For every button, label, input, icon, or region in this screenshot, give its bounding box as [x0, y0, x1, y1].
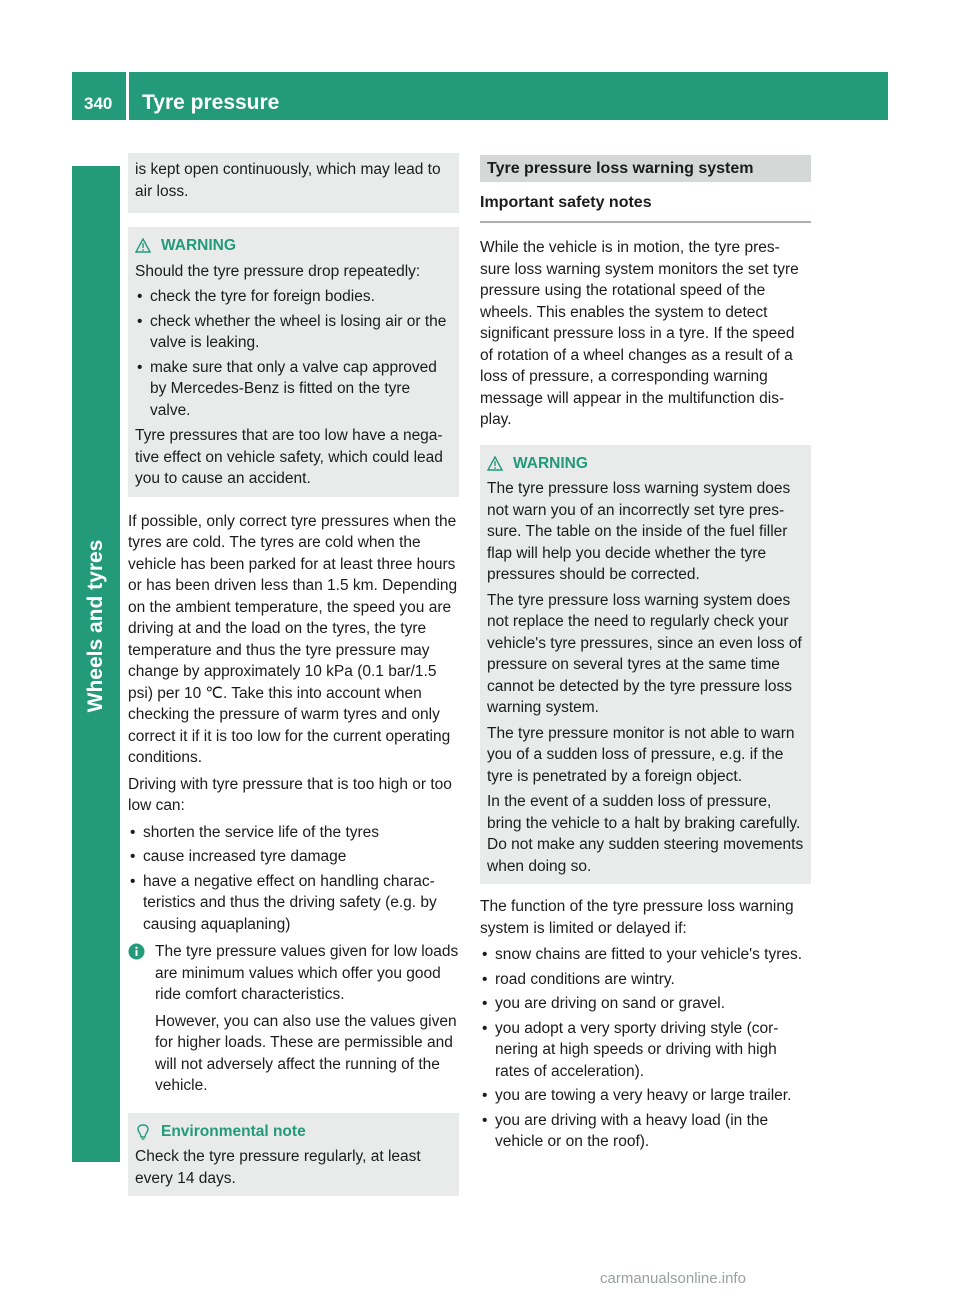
list-item: • you adopt a very sporty driving style (cor- nering at high speeds or driving with high rates of acceleration).	[482, 1019, 779, 1080]
warning-title: WARNING	[161, 237, 236, 254]
watermark: carmanualsonline.info	[600, 1270, 746, 1287]
environmental-note-header	[135, 1121, 452, 1143]
list-item: • you are driving on sand or gravel.	[482, 995, 726, 1012]
header-divider	[126, 72, 129, 120]
body-paragraph: The function of the tyre pressure loss warning system is limited or delayed if:	[480, 898, 794, 937]
warning-header	[487, 453, 804, 475]
continued-box	[128, 153, 459, 213]
warning-text: The tyre pressure loss warning system does not replace the need to regularly check your vehicle's tyre pressures, since an even loss of pressure on several tyres at the same time cannot be detected by the tyre pressure loss warning system.	[487, 591, 802, 716]
list-item: • shorten the service life of the tyres	[130, 823, 380, 841]
body-paragraph: Driving with tyre pressure that is too high or too low can:	[128, 775, 452, 814]
chapter-side-tab	[72, 166, 120, 1162]
info-text: However, you can also use the values given for higher loads. These are permissible and will not adversely affect the running of the vehicle.	[155, 1012, 457, 1094]
environmental-note-text: Check the tyre pressure regularly, at least every 14 days.	[135, 1148, 421, 1187]
warning-title: WARNING	[513, 454, 588, 472]
list-item: • you are driving with a heavy load (in the vehicle or on the roof).	[482, 1111, 769, 1150]
environmental-note-title: Environmental note	[161, 1122, 306, 1140]
list-item: • snow chains are fitted to your vehicle's tyres.	[482, 946, 803, 963]
info-icon	[128, 943, 145, 967]
page-number: 340	[84, 94, 113, 113]
environmental-note-box	[128, 1113, 459, 1197]
warning-text: The tyre pressure loss warning system does not warn you of an incorrectly set tyre pres- sure. The table on the inside of the fuel filler flap will help you decide whether the tyre pressures should be corrected.	[487, 480, 791, 583]
left-column	[128, 153, 459, 1196]
list-item: • check the tyre for foreign bodies.	[137, 288, 375, 305]
list-item: • you are towing a very heavy or large trailer.	[482, 1087, 792, 1104]
body-paragraph: While the vehicle is in motion, the tyre pres- sure loss warning system monitors the set tyre pressure using the rotational speed of the wheels. This enables the system to detect significant pressure loss in a tyre. If the speed of rotation of a wheel changes as a result of a loss of pressure, a corresponding warning message will appear in the multifunction dis- play.	[480, 239, 799, 428]
chapter-label: Wheels and tyres	[84, 539, 107, 713]
body-paragraph: If possible, only correct tyre pressures when the tyres are cold. The tyres are cold when the vehicle has been parked for at least three hours or has been driven less than 1.5 km. Depending on the ambient temperature, the speed you are driving at and the load on the tyres, the tyre temperature and thus the tyre pressure may change by approximately 10 kPa (0.1 bar/1.5 psi) per 10 ℃. Take this into account when checking the pressure of warm tyres and only correct it if it is too low for the current operating conditions.	[128, 512, 458, 766]
right-column	[480, 155, 811, 1159]
warning-triangle-icon	[487, 456, 503, 471]
effects-list	[128, 822, 459, 936]
warning-outro: Tyre pressures that are too low have a nega- tive effect on vehicle safety, which could lead you to cause an accident.	[135, 427, 443, 487]
warning-triangle-icon	[135, 238, 151, 253]
warning-box-1	[128, 227, 459, 497]
list-item: • have a negative effect on handling charac- teristics and thus the driving safety (e.g. by causing aquaplaning)	[130, 872, 437, 933]
warning-text: The tyre pressure monitor is not able to warn you of a sudden loss of pressure, e.g. if the tyre is penetrated by a foreign object.	[487, 724, 795, 785]
warning-intro: Should the tyre pressure drop repeatedly:	[135, 262, 421, 280]
subsection-heading: Important safety notes	[480, 182, 811, 223]
section-heading: Tyre pressure loss warning system	[480, 155, 811, 182]
warning-text: In the event of a sudden loss of pressure, bring the vehicle to a halt by braking carefully. Do not make any sudden steering movements when doing so.	[487, 793, 804, 875]
list-item: • cause increased tyre damage	[130, 848, 347, 865]
list-item: • check whether the wheel is losing air or the valve is leaking.	[137, 312, 447, 351]
list-item: • road conditions are wintry.	[482, 970, 675, 988]
info-text: The tyre pressure values given for low loads are minimum values which offer you good ride comfort characteristics.	[155, 943, 459, 1003]
environment-icon	[135, 1123, 151, 1140]
warning-box-2	[480, 445, 811, 885]
page-header	[72, 72, 888, 120]
section-title: Tyre pressure	[142, 91, 280, 114]
warning-list	[135, 286, 452, 421]
limitations-list	[480, 944, 811, 1153]
info-note	[128, 941, 459, 1097]
warning-header	[135, 235, 452, 257]
list-item: • make sure that only a valve cap approved by Mercedes-Benz is fitted on the tyre valve.	[137, 358, 437, 419]
continued-text: is kept open continuously, which may lead to air loss.	[135, 161, 441, 200]
